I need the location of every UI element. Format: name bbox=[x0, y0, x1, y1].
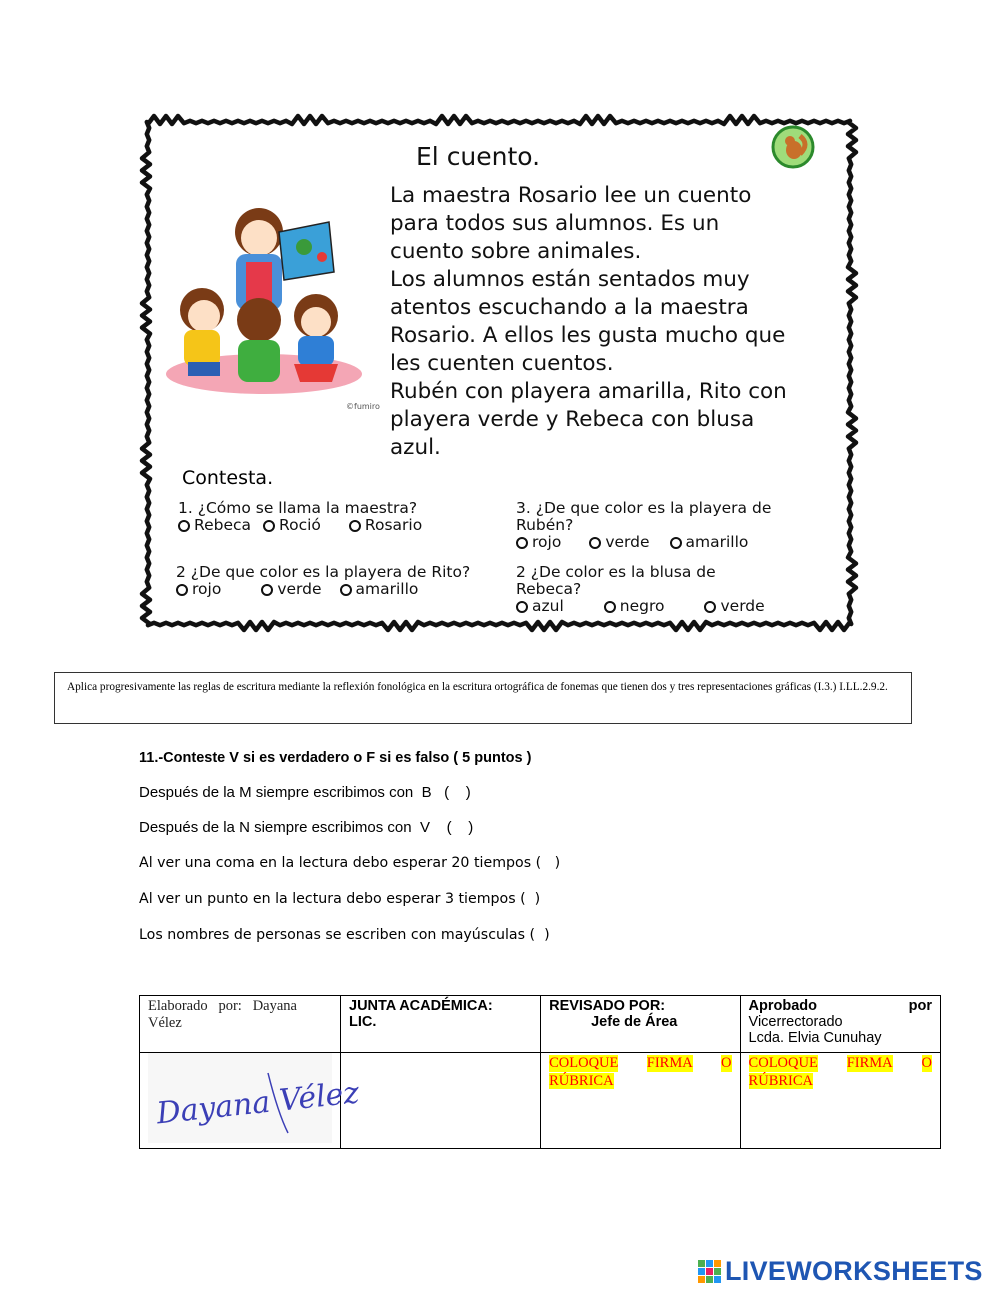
aprobado-cell: Aprobado por Vicerrectorado Lcda. Elvia Cunuhay bbox=[740, 996, 940, 1053]
answer-option[interactable]: Rosario bbox=[349, 517, 422, 534]
objective-box: Aplica progresivamente las reglas de escritura mediante la reflexión fonológica en la escritura ortográfica de fonemas que tienen dos y tres representaciones gráficas (I.3.) I.LL.2.9.2. bbox=[54, 672, 912, 724]
radio-circle-icon[interactable] bbox=[340, 584, 352, 596]
answer-option[interactable]: verde bbox=[704, 598, 764, 615]
radio-circle-icon[interactable] bbox=[263, 520, 275, 532]
true-false-item[interactable]: Al ver un punto en la lectura debo esperar 3 tiempos ( ) bbox=[139, 891, 541, 907]
radio-circle-icon[interactable] bbox=[178, 520, 190, 532]
story-line: playera verde y Rebeca con blusa bbox=[390, 407, 755, 432]
question-1 bbox=[178, 500, 434, 534]
table-signature-row bbox=[140, 1053, 941, 1149]
brand-name: LIVEWORKSHEETS bbox=[725, 1256, 983, 1286]
signature-cell bbox=[140, 1053, 361, 1149]
junta-cell: JUNTA ACADÉMICA: LIC. bbox=[341, 996, 541, 1053]
radio-circle-icon[interactable] bbox=[589, 537, 601, 549]
radio-circle-icon[interactable] bbox=[176, 584, 188, 596]
story-line: azul. bbox=[390, 435, 441, 460]
aprobado-signature-cell[interactable]: COLOQUE FIRMA O RÚBRICA bbox=[740, 1053, 940, 1149]
elaborado-cell: Elaborado por: Dayana Vélez bbox=[140, 996, 341, 1053]
signature-table bbox=[139, 995, 941, 1149]
story-line: cuento sobre animales. bbox=[390, 239, 642, 264]
answer-option[interactable]: rojo bbox=[176, 581, 221, 598]
answer-option[interactable]: amarillo bbox=[670, 534, 749, 551]
story-card bbox=[138, 112, 860, 634]
question-text: 2 ¿De color es la blusa de Rebeca? bbox=[516, 563, 716, 598]
story-line: para todos sus alumnos. Es un bbox=[390, 211, 720, 236]
story-line: La maestra Rosario lee un cuento bbox=[390, 183, 752, 208]
question-2-rebeca bbox=[516, 563, 765, 615]
liveworksheets-logo[interactable] bbox=[698, 1256, 983, 1287]
answer-option[interactable]: Rebeca bbox=[178, 517, 251, 534]
story-line: Los alumnos están sentados muy bbox=[390, 267, 750, 292]
svg-text:Dayana Vélez: Dayana Vélez bbox=[154, 1075, 361, 1132]
answer-option[interactable]: Roció bbox=[263, 517, 321, 534]
handwritten-signature bbox=[148, 1053, 361, 1143]
liveworksheets-blocks-icon bbox=[698, 1260, 722, 1284]
answer-option[interactable]: verde bbox=[589, 534, 649, 551]
story-line: Rubén con playera amarilla, Rito con bbox=[390, 379, 787, 404]
junta-signature-cell[interactable] bbox=[341, 1053, 541, 1149]
radio-circle-icon[interactable] bbox=[516, 537, 528, 549]
question-text: 1. ¿Cómo se llama la maestra? bbox=[178, 499, 418, 517]
copyright-mark: ©fumiro bbox=[346, 402, 380, 411]
radio-circle-icon[interactable] bbox=[349, 520, 361, 532]
true-false-item[interactable]: Después de la N siempre escribimos con V ( ) bbox=[139, 819, 474, 836]
squirrel-badge-icon bbox=[770, 124, 816, 175]
story-title: El cuento. bbox=[416, 142, 541, 171]
revisado-cell: REVISADO POR: Jefe de Área bbox=[541, 996, 740, 1053]
answer-option[interactable]: amarillo bbox=[340, 581, 419, 598]
radio-circle-icon[interactable] bbox=[704, 601, 716, 613]
teacher-reading-illustration bbox=[164, 192, 384, 417]
radio-circle-icon[interactable] bbox=[261, 584, 273, 596]
answer-option[interactable]: azul bbox=[516, 598, 564, 615]
question-text: 2 ¿De que color es la playera de Rito? bbox=[176, 563, 471, 581]
story-text bbox=[390, 182, 820, 462]
question-text: 3. ¿De que color es la playera de Rubén? bbox=[516, 499, 772, 534]
question-3 bbox=[516, 500, 816, 551]
story-line: atentos escuchando a la maestra bbox=[390, 295, 749, 320]
revisado-signature-cell[interactable]: COLOQUE FIRMA O RÚBRICA bbox=[541, 1053, 740, 1149]
answer-option[interactable]: negro bbox=[604, 598, 665, 615]
question-2-rito bbox=[176, 564, 476, 598]
radio-circle-icon[interactable] bbox=[516, 601, 528, 613]
answer-heading: Contesta. bbox=[182, 467, 274, 489]
true-false-item[interactable]: Al ver una coma en la lectura debo esperar 20 tiempos ( ) bbox=[139, 855, 561, 871]
story-line: Rosario. A ellos les gusta mucho que bbox=[390, 323, 786, 348]
answer-option[interactable]: verde bbox=[261, 581, 321, 598]
table-header-row bbox=[140, 996, 941, 1053]
true-false-item[interactable]: Después de la M siempre escribimos con B ( ) bbox=[139, 784, 471, 801]
answer-option[interactable]: rojo bbox=[516, 534, 561, 551]
radio-circle-icon[interactable] bbox=[670, 537, 682, 549]
story-line: les cuenten cuentos. bbox=[390, 351, 614, 376]
radio-circle-icon[interactable] bbox=[604, 601, 616, 613]
true-false-heading: 11.-Conteste V si es verdadero o F si es falso ( 5 puntos ) bbox=[139, 750, 532, 766]
true-false-item[interactable]: Los nombres de personas se escriben con mayúsculas ( ) bbox=[139, 927, 550, 943]
